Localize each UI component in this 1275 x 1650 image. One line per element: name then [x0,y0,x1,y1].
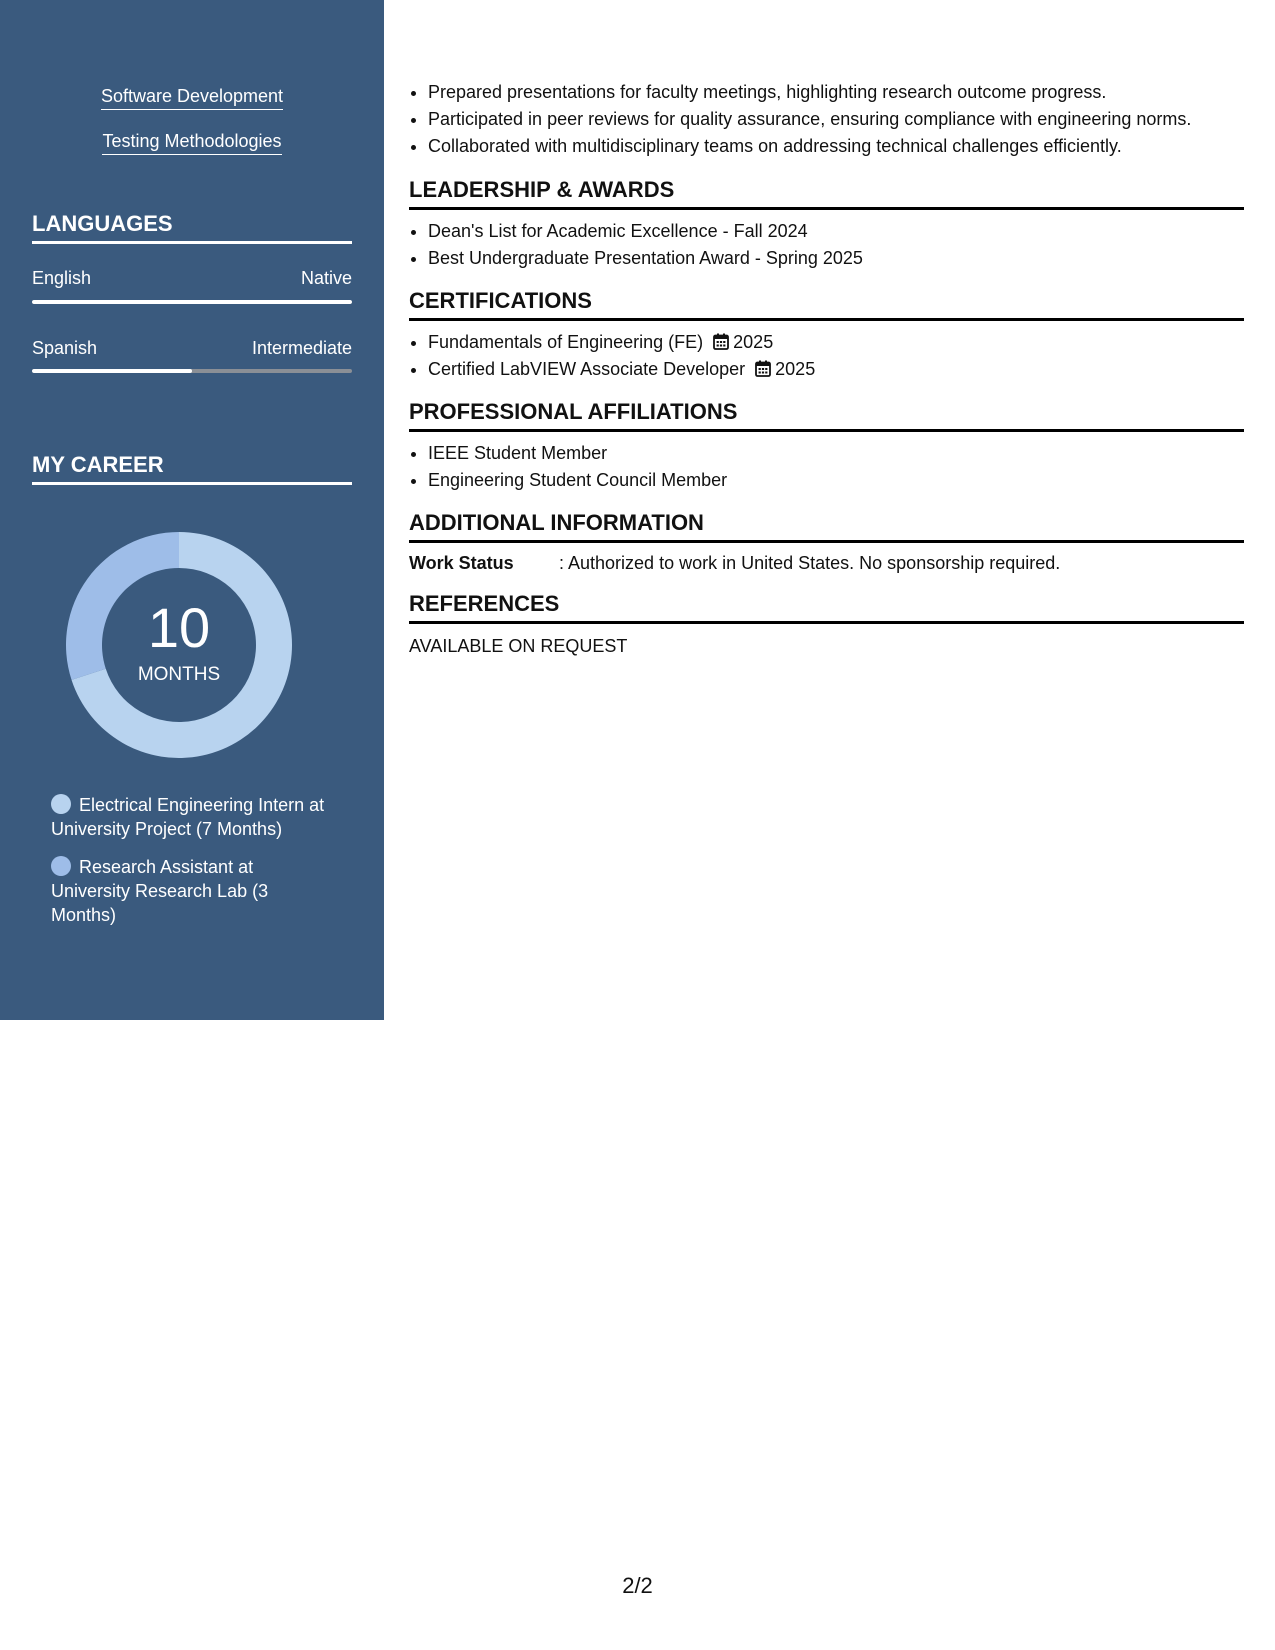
section-title-affiliations: PROFESSIONAL AFFILIATIONS [409,398,1244,432]
certification-year: 2025 [775,359,816,379]
certifications-list [409,329,1263,383]
language-row-spanish [32,338,352,359]
language-bar-fill [32,369,192,373]
list-item: • Best Undergraduate Presentation Award - Spring 2025 [428,245,1263,272]
list-item: • Participated in peer reviews for quality assurance, ensuring compliance with engineering norms. [428,106,1263,133]
list-item: • Dean's List for Academic Excellence - Fall 2024 [428,218,1263,245]
section-title-leadership: LEADERSHIP & AWARDS [409,176,1244,210]
skill-link-software-development[interactable]: Software Development [0,86,384,110]
section-title-references: REFERENCES [409,590,1244,624]
experience-bullet-list [409,79,1263,160]
language-bar-english [32,300,352,304]
language-name: English [32,268,92,288]
page-number: 2/2 [622,1573,653,1598]
legend-dot-icon [51,856,71,876]
list-item [428,356,1263,383]
career-total-number: 10 [147,596,211,659]
work-status-row [409,553,1244,574]
list-item [428,329,1263,356]
list-item: • IEEE Student Member [428,440,1263,467]
career-total-unit: MONTHS [137,664,221,685]
career-item-label: Research Assistant at University Research Lab (3 Months) [51,857,269,925]
affiliations-list [409,440,1263,494]
career-item-research [51,855,331,927]
work-status-value: : Authorized to work in United States. No sponsorship required. [559,553,1061,573]
sidebar [0,0,384,1020]
language-level: Intermediate [251,338,352,358]
language-bar-spanish [32,369,352,373]
career-item-intern [51,793,331,841]
languages-heading: LANGUAGES [32,211,352,244]
section-title-additional-info: ADDITIONAL INFORMATION [409,509,1244,543]
list-item: • Collaborated with multidisciplinary teams on addressing technical challenges efficiently. [428,133,1263,160]
career-heading: MY CAREER [32,452,352,485]
work-status-label: Work Status [409,553,514,573]
section-title-certifications: CERTIFICATIONS [409,287,1244,321]
career-donut-chart [66,532,292,758]
language-level: Native [300,268,352,288]
leadership-list [409,218,1263,272]
language-bar-fill [32,300,352,304]
references-text: AVAILABLE ON REQUEST [409,636,628,656]
calendar-icon [713,333,729,350]
calendar-icon [755,360,771,377]
list-item: • Prepared presentations for faculty meetings, highlighting research outcome progress. [428,79,1263,106]
certification-name: Fundamentals of Engineering (FE) [428,332,704,352]
list-item: • Engineering Student Council Member [428,467,1263,494]
language-row-english [32,268,352,289]
certification-name: Certified LabVIEW Associate Developer [428,359,746,379]
skill-link-testing-methodologies[interactable]: Testing Methodologies [0,131,384,155]
certification-year: 2025 [733,332,774,352]
language-name: Spanish [32,338,98,358]
legend-dot-icon [51,794,71,814]
career-item-label: Electrical Engineering Intern at University Project (7 Months) [51,795,325,839]
